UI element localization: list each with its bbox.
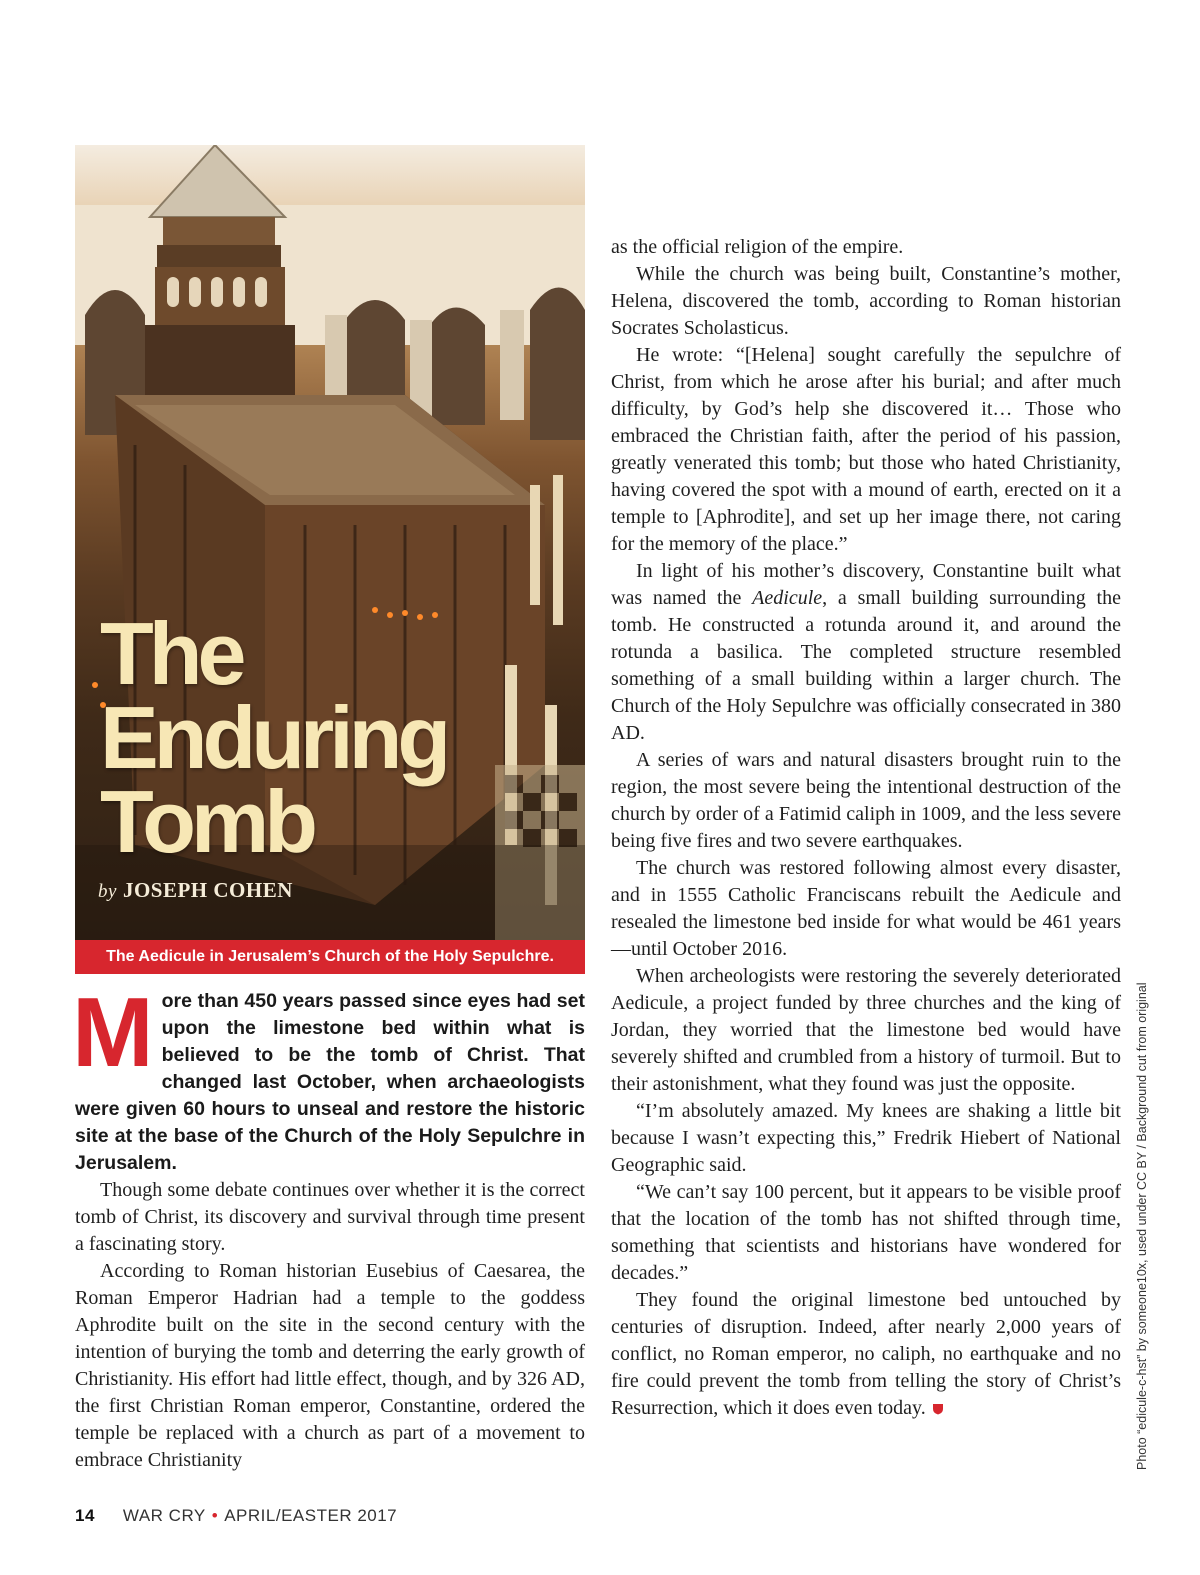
body-paragraph: He wrote: “[Helena] sought carefully the sepulchre of Christ, from which he arose after his burial; and after much difficulty, by God’s help she discovered it… Those who embraced the Christian faith, after the period of his passion, greatly venerated this tomb; but those who hated Christianity, having covered the spot with a mound of earth, erected on it a temple to [Aphrodite], and set up her image there, not caring for the memory of the place.” [611, 344, 1121, 555]
drop-cap: M [72, 977, 154, 1087]
body-paragraph: “I’m absolutely amazed. My knees are shaking a little bit because I wasn’t expecting this,” Fredrik Hiebert of National Geographic said. [611, 1100, 1121, 1176]
left-column [72, 977, 585, 1474]
text-run: , a small building surrounding the tomb. He constructed a rotunda around it, and around the rotunda a basilica. The completed structure resembled something of a small building within a larger church. The Church of the Holy Sepulchre was officially consecrated in 380 AD. [611, 587, 1121, 744]
byline [98, 878, 293, 903]
body-paragraph: According to Roman historian Eusebius of Caesarea, the Roman Emperor Hadrian had a temple to the goddess Aphrodite built on the site in the second century with the intention of burying the tomb and deterring the early growth of Christianity. His effort had little effect, though, and by 326 AD, the first Christian Roman emperor, Constantine, ordered the temple be replaced with a church as part of a movement to embrace Christianity [75, 1260, 585, 1471]
lead-text: ore than 450 years passed since eyes had set upon the limestone bed within what is believed to be the tomb of Christ. That changed last October, when archaeologists were given 60 hours to unseal and restore the historic site at the base of the Church of the Holy Sepulchre in Jerusalem. [75, 990, 585, 1174]
byline-prefix: by [98, 881, 117, 902]
photo-caption: The Aedicule in Jerusalem’s Church of the Holy Sepulchre. [75, 940, 585, 974]
author-name: JOSEPH COHEN [122, 878, 293, 902]
photo-credit: Photo “edicule-c-hst” by someone10x, used under CC BY / Background cut from original [1135, 982, 1149, 1470]
body-paragraph: Though some debate continues over whether it is the correct tomb of Christ, its discovery and survival through time present a fascinating story. [75, 1179, 585, 1255]
body-paragraph: The church was restored following almost every disaster, and in 1555 Catholic Franciscans rebuilt the Aedicule and resealed the limestone bed inside for what would be 461 years—until October 2016. [611, 857, 1121, 960]
page-number: 14 [75, 1506, 95, 1525]
text-run: They found the original limestone bed untouched by centuries of disruption. Indeed, after nearly 2,000 years of conflict, no Roman emperor, no caliph, no earthquake and no fire could prevent the tomb from telling the story of Christ’s Resurrection, which it does even today. [611, 1289, 1121, 1419]
body-paragraph: “We can’t say 100 percent, but it appears to be visible proof that the location of the tomb has not shifted through time, something that scientists and historians have wondered for decades.” [611, 1181, 1121, 1284]
page-footer [75, 1506, 397, 1526]
body-paragraph: While the church was being built, Constantine’s mother, Helena, discovered the tomb, according to Roman historian Socrates Scholasticus. [611, 263, 1121, 339]
text-run: In light of his mother’s discovery, Constantine built what was named the [611, 560, 1121, 609]
right-column [611, 234, 1121, 1422]
aedicule-term: Aedicule [752, 587, 823, 609]
shield-end-icon [932, 1403, 944, 1415]
article-headline: The Enduring Tomb [100, 604, 447, 871]
issue-date: APRIL/EASTER 2017 [224, 1506, 398, 1525]
body-paragraph: When archeologists were restoring the severely deteriorated Aedicule, a project funded by three churches and the king of Jordan, they worried that the limestone bed would have severely shifted and crumbled from a history of turmoil. But to their astonishment, what they found was just the opposite. [611, 965, 1121, 1095]
body-paragraph: A series of wars and natural disasters brought ruin to the region, the most severe being the intentional destruction of the church by order of a Fatimid caliph in 1009, and the less severe being five fires and two severe earthquakes. [611, 749, 1121, 852]
body-paragraph: as the official religion of the empire. [611, 236, 904, 258]
body-paragraph [611, 558, 1121, 747]
lead-paragraph [72, 977, 585, 1177]
body-paragraph [611, 1287, 1121, 1422]
footer-separator: • [211, 1506, 219, 1525]
magazine-name: WAR CRY [122, 1506, 206, 1525]
